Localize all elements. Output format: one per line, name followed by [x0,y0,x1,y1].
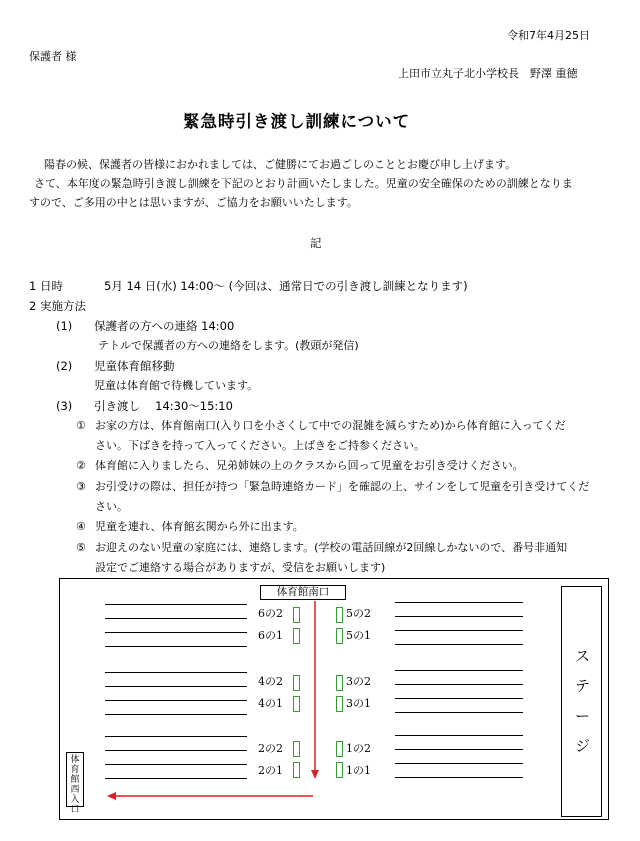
row-line [395,763,523,764]
row-line [395,602,523,603]
step-2-mark: ② [76,459,86,472]
teacher-desk [293,628,300,644]
row-line [105,700,247,701]
row-line [105,736,247,737]
row-line [395,670,523,671]
step-4-mark: ④ [76,520,86,533]
row-line [105,778,247,779]
sub3-num: (3) [56,399,73,413]
south-entrance-label: 体育館南口 [260,585,346,600]
class-label: 1の2 [346,742,371,755]
intro-line-1: 陽春の候、保護者の皆様におかれましては、ご健勝にてお過ごしのこととお慶び申し上げます。 [44,158,517,171]
row-line [105,672,247,673]
stage-char: ス [574,647,590,665]
row-line [105,646,247,647]
sub2-desc: 児童は体育館で待機しています。 [94,379,259,392]
stage-char: テ [574,677,590,695]
class-label: 2の1 [258,764,283,777]
step-2-line-1: 体育館に入りましたら、兄弟姉妹の上のクラスから回って児童をお引き受けください。 [95,459,524,472]
class-label: 6の2 [258,607,283,620]
ki-heading: 記 [310,236,322,250]
step-3-mark: ③ [76,480,86,493]
document-title: 緊急時引き渡し訓練について [183,112,411,131]
class-label: 5の2 [346,607,371,620]
step-1-line-1: お家の方は、体育館南口(入り口を小さくして中での混雑を減らすため)から体育館に入ってくだ [95,419,566,432]
row-line [395,698,523,699]
teacher-desk [336,696,343,712]
step-4-line-1: 児童を連れ、体育館玄関から外に出ます。 [95,520,304,533]
sender: 上田市立丸子北小学校長 野澤 重徳 [398,67,578,80]
row-line [105,632,247,633]
item1-value: 5月 14 日(水) 14:00～ (今回は、通常日での引き渡し訓練となります) [104,279,468,293]
document-date: 令和7年4月25日 [507,29,590,42]
sub3-title: 引き渡し 14:30～15:10 [94,399,233,413]
stage-char: ー [574,707,590,725]
gym-layout-diagram [59,578,609,820]
step-5-line-1: お迎えのない児童の家庭には、連絡します。(学校の電話回線が2回線しかないので、番号非通知 [95,541,568,554]
class-label: 3の1 [346,697,371,710]
intro-line-3: すので、ご多用の中とは思いますが、ご協力をお願いいたします。 [29,196,358,209]
row-line [105,686,247,687]
teacher-desk [336,675,343,691]
sub2-title: 児童体育館移動 [94,359,175,373]
row-line [105,618,247,619]
teacher-desk [293,741,300,757]
teacher-desk [336,741,343,757]
sub1-desc: テトルで保護者の方への連絡をします。(教頭が発信) [98,339,359,352]
class-label: 3の2 [346,675,371,688]
item1-label: 1 日時 [29,279,63,293]
recipient: 保護者 様 [29,50,77,63]
teacher-desk [336,762,343,778]
class-label: 4の2 [258,675,283,688]
step-5-line-2: 設定でご連絡する場合がありますが、受信をお願いします) [95,561,386,574]
row-line [395,616,523,617]
stage [561,586,602,817]
teacher-desk [293,607,300,623]
teacher-desk [336,607,343,623]
row-line [395,735,523,736]
class-label: 4の1 [258,697,283,710]
class-label: 1の1 [346,764,371,777]
row-line [395,644,523,645]
teacher-desk [336,628,343,644]
step-1-mark: ① [76,419,86,432]
step-5-mark: ⑤ [76,541,86,554]
row-line [395,712,523,713]
step-3-line-2: さい。 [95,500,128,513]
sub1-title: 保護者の方への連絡 14:00 [94,319,235,333]
row-line [105,714,247,715]
item2-label: 2 実施方法 [29,299,86,313]
class-label: 2の2 [258,742,283,755]
row-line [395,630,523,631]
sub1-num: (1) [56,319,73,333]
row-line [105,764,247,765]
teacher-desk [293,675,300,691]
step-3-line-1: お引受けの際は、担任が持つ「緊急時連絡カード」を確認の上、サインをして児童を引き受けてくだ [95,480,590,493]
class-label: 6の1 [258,629,283,642]
west-entrance-label: 体育館西入口 [66,752,84,807]
row-line [105,604,247,605]
stage-char: ジ [574,737,590,755]
teacher-desk [293,696,300,712]
sub2-num: (2) [56,359,73,373]
teacher-desk [293,762,300,778]
class-label: 5の1 [346,629,371,642]
row-line [105,750,247,751]
row-line [395,684,523,685]
row-line [395,777,523,778]
intro-line-2: さて、本年度の緊急時引き渡し訓練を下記のとおり計画いたしました。児童の安全確保のための訓練となりま [34,177,573,190]
row-line [395,749,523,750]
step-1-line-2: さい。下ばきを持って入ってください。上ばきをご持参ください。 [95,439,425,452]
